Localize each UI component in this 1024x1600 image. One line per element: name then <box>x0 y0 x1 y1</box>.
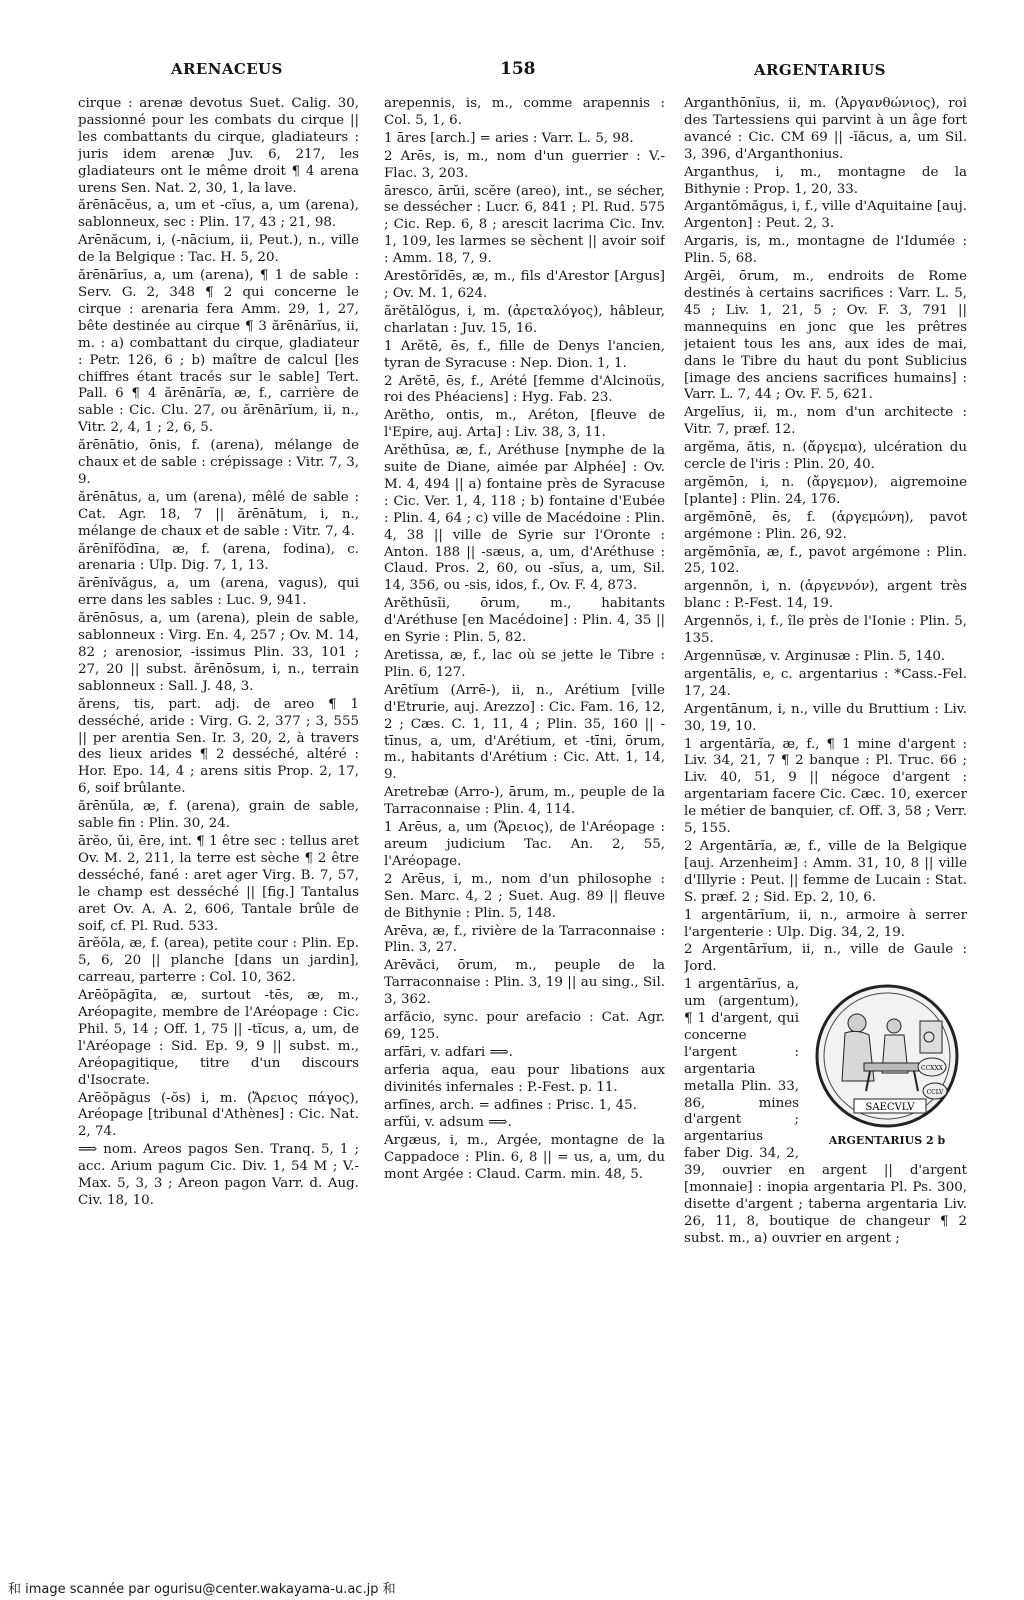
dictionary-entry: Aretissa, æ, f., lac où se jette le Tibre : Plin. 6, 127. <box>384 648 665 680</box>
dictionary-entry: ărĕtālŏgus, i, m. (ἀρεταλόγος), hâbleur, charlatan : Juv. 15, 16. <box>384 303 665 336</box>
dictionary-entry: Arēva, æ, f., rivière de la Tarraconnaise : Plin. 3, 27. <box>384 923 665 956</box>
dictionary-entry: 2 Arēus, i, m., nom d'un philosophe : Sen. Marc. 4, 2 ; Suet. Aug. 89 || fleuve de Bithynie : Plin. 5, 148. <box>384 871 665 921</box>
dictionary-entry: ărēnĭfŏdīna, æ, f. (arena, fodina), c. arenaria : Ulp. Dig. 7, 1, 13. <box>78 541 359 574</box>
dictionary-entry: 1 āres [arch.] = aries : Varr. L. 5, 98. <box>384 130 634 146</box>
dictionary-entry: arfăcio, sync. pour arefacio : Cat. Agr. 69, 125. <box>384 1010 665 1042</box>
dictionary-entry: argĕmōnĭa, æ, f., pavot argémone : Plin. 25, 102. <box>684 544 967 577</box>
figure-caption: ARGENTARIUS 2 b <box>828 1134 946 1148</box>
dictionary-entry: ărēnācĕus, a, um et -cĭus, a, um (arena), sablonneux, sec : Plin. 17, 43 ; 21, 98. <box>78 198 359 231</box>
dictionary-entry: Arganthōnĭus, ii, m. (Ἀργανθώνιος), roi des Tartessiens qui parvint à un âge fort avancé : Cic. CM 69 || -ĭăcus, a, um Sil. 3, 396, d'Arganthonius. <box>684 96 967 162</box>
inscription: SAECVLV <box>865 1102 915 1114</box>
dictionary-entry: Arganthus, i, m., montagne de la Bithynie : Prop. 1, 20, 33. <box>684 164 967 197</box>
illustration-argentarius <box>807 981 967 1150</box>
dictionary-entry: 2 Arĕtē, ēs, f., Arété [femme d'Alcinoüs, roi des Phéaciens] : Hyg. Fab. 23. <box>384 373 665 406</box>
dictionary-entry: argennŏn, i, n. (ἀργεννόν), argent très blanc : P.-Fest. 14, 19. <box>684 579 967 612</box>
page-number: 158 <box>500 59 536 79</box>
dictionary-entry: Arĕthūsa, æ, f., Aréthuse [nymphe de la suite de Diane, aimée par Alphée] : Ov. M. 4, 494 || a) fontaine près de Syracuse : Cic. Ver. 1, 4, 118 ; b) fontaine d'Eubée : Plin. 4, 64 ; c) ville de Macédoine : Plin. 4, 38 || ville de Syrie sur l'Oronte : Anton. 188 || -sæus, a, um, d'Aréthuse : Claud. Pros. 2, 60, ou -sĭus, a, um, Sil. 14, 356, ou -sis, idos, f., Ov. F. 4, 873. <box>384 443 665 594</box>
dictionary-entry: argĕmōnē, ēs, f. (ἀργεμώνη), pavot argémone : Plin. 26, 92. <box>684 509 967 542</box>
dictionary-entry: arepennis, is, m., comme arapennis : Col. 5, 1, 6. <box>384 96 665 128</box>
dictionary-entry: 1 Arēus, a, um (Ἄρειος), de l'Aréopage : areum judicium Tac. An. 2, 55, l'Aréopage. <box>384 820 665 869</box>
dictionary-entry: ⟹ nom. Areos pagos Sen. Tranq. 5, 1 ; acc. Arium pagum Cic. Div. 1, 54 M ; V.-Max. 5, 3, 3 ; Areon pagon Varr. d. Aug. Civ. 18, 10. <box>78 1142 359 1208</box>
dictionary-entry: argĕma, ătis, n. (ἄργεμα), ulcération du cercle de l'iris : Plin. 20, 40. <box>684 440 967 473</box>
dictionary-entry: Argennŏs, i, f., île près de l'Ionie : Plin. 5, 135. <box>684 614 967 647</box>
dictionary-entry: Aretrebæ (Arro-), ārum, m., peuple de la Tarraconnaise : Plin. 4, 114. <box>384 785 665 818</box>
coin-mark-1: CCXXX <box>921 1065 943 1073</box>
scan-credit: 和 image scannée par ogurisu@center.wakayama-u.ac.jp 和 <box>8 1582 396 1597</box>
column-1 <box>78 96 359 1566</box>
dictionary-entry: ărēnātio, ōnis, f. (arena), mélange de chaux et de sable : crépissage : Vitr. 7, 3, 9. <box>78 438 359 487</box>
dictionary-entry: arfāri, v. adfari ⟹. <box>384 1044 513 1060</box>
running-head-left: ARENACEUS <box>171 60 283 78</box>
engraving-image <box>812 981 962 1131</box>
dictionary-entry: Argaris, is, m., montagne de l'Idumée : Plin. 5, 68. <box>684 234 967 267</box>
dictionary-entry: Argantŏmăgus, i, f., ville d'Aquitaine [auj. Argenton] : Peut. 2, 3. <box>684 199 967 232</box>
dictionary-entry: Arĕthūsĭi, ōrum, m., habitants d'Aréthuse [en Macédoine] : Plin. 4, 35 || en Syrie : Plin. 5, 82. <box>384 596 665 646</box>
coin-mark-2: CCLV <box>926 1089 944 1097</box>
dictionary-entry: Argennūsæ, v. Arginusæ : Plin. 5, 140. <box>684 649 946 664</box>
dictionary-entry: Arestŏrĭdēs, æ, m., fils d'Arestor [Argus] ; Ov. M. 1, 624. <box>384 269 665 301</box>
dictionary-entry: Arētĭum (Arrē-), ii, n., Arétium [ville d'Etrurie, auj. Arezzo] : Cic. Fam. 16, 12, 2 ; Cæs. C. 1, 11, 4 ; Plin. 35, 160 || -tīnus, a, um, d'Arétium, et -tīni, ōrum, m., habitants d'Arétium : Cic. Att. 1, 14, 9. <box>384 682 665 783</box>
dictionary-entry: Argæus, i, m., Argée, montagne de la Cappadoce : Plin. 6, 8 || = us, a, um, du mont Argée : Claud. Carm. min. 48, 5. <box>384 1133 665 1183</box>
column-2 <box>384 96 665 1566</box>
dictionary-entry: 1 argentārĭa, æ, f., ¶ 1 mine d'argent : Liv. 34, 21, 7 ¶ 2 banque : Pl. Truc. 66 ; Liv. 40, 51, 9 || négoce d'argent : argentariam facere Cic. Cæc. 10, exercer le métier de banquier, cf. Off. 3, 58 ; Verr. 5, 155. <box>684 736 967 837</box>
dictionary-entry: Arēŏpăgus (-ŏs) i, m. (Ἄρειος πάγος), Aréopage [tribunal d'Athènes] : Cic. Nat. 2, 74. <box>78 1090 359 1140</box>
running-head-right: ARGENTARIUS <box>754 61 886 79</box>
dictionary-entry: arferia aqua, eau pour libations aux divinités infernales : P.-Fest. p. 11. <box>384 1062 665 1095</box>
dictionary-entry: ărēnātus, a, um (arena), mêlé de sable : Cat. Agr. 18, 7 || ărēnātum, i, n., mélange de chaux et de sable : Vitr. 7, 4. <box>78 489 359 539</box>
dictionary-entry: cirque : arenæ devotus Suet. Calig. 30, passionné pour les combats du cirque || les combattants du cirque, gladiateurs : juris idem arenæ Juv. 6, 217, les gladiateurs ont le même droit ¶ 4 arena urens Sen. Nat. 2, 30, 1, la lave. <box>78 96 359 196</box>
dictionary-entry: Argentānum, i, n., ville du Bruttium : Liv. 30, 19, 10. <box>684 701 967 734</box>
dictionary-entry: Arēvăci, ōrum, m., peuple de la Tarraconnaise : Plin. 3, 19 || au sing., Sil. 3, 362. <box>384 958 665 1008</box>
dictionary-entry: ārĕo, ŭi, ēre, int. ¶ 1 être sec : tellus aret Ov. M. 2, 211, la terre est sèche ¶ 2 être desséché, fané : aret ager Virg. B. 7, 57, le champ est desséché || [fig.] Tantalus aret Ov. A. A. 2, 606, Tantale brûle de soif, cf. Pl. Rud. 533. <box>78 833 359 934</box>
column-3 <box>684 96 967 1566</box>
dictionary-entry: ărēnārĭus, a, um (arena), ¶ 1 de sable : Serv. G. 2, 348 ¶ 2 qui concerne le cirque : arenaria fera Amm. 29, 1, 27, bête destinée au cirque ¶ 3 ărēnārĭus, ii, m. : a) combattant du cirque, gladiateur : Petr. 126, 6 ; b) maître de calcul [les chiffres étant tracés sur le sable] Tert. Pall. 6 ¶ 4 ărēnārĭa, æ, f., carrière de sable : Cic. Clu. 27, ou ărēnārĭum, ii, n., Vitr. 2, 4, 1 ; 2, 6, 5. <box>78 268 359 436</box>
dictionary-entry: argentālis, e, c. argentarius : *Cass.-Fel. 17, 24. <box>684 666 967 699</box>
dictionary-entry: ărens, tis, part. adj. de areo ¶ 1 desséché, aride : Virg. G. 2, 377 ; 3, 555 || per arentia Sen. Ir. 3, 20, 2, à travers des lieux arides ¶ 2 desséché, altéré : Hor. Epo. 14, 4 ; arens sitis Prop. 2, 17, 6, soif brûlante. <box>78 696 359 797</box>
dictionary-entry: 1 Arĕtē, ēs, f., fille de Denys l'ancien, tyran de Syracuse : Nep. Dion. 1, 1. <box>384 338 665 371</box>
dictionary-entry: Arĕtho, ontis, m., Aréton, [fleuve de l'Epire, auj. Arta] : Liv. 38, 3, 11. <box>384 408 665 441</box>
dictionary-entry: 2 Arēs, is, m., nom d'un guerrier : V.-Flac. 3, 203. <box>384 148 665 181</box>
dictionary-entry: Argelĭus, ii, m., nom d'un architecte : Vitr. 7, præf. 12. <box>684 405 967 438</box>
dictionary-entry: Argēi, ōrum, m., endroits de Rome destinés à certains sacrifices : Varr. L. 5, 45 ; Liv. 1, 21, 5 ; Ov. F. 3, 791 || mannequins en jonc que les prêtres jetaient tous les ans, aux ides de mai, dans le Tibre du haut du pont Sublicius [image des anciens sacrifices humains] : Varr. L. 7, 44 ; Ov. F. 5, 621. <box>684 269 967 403</box>
dictionary-entry: āresco, ārŭi, scĕre (areo), int., se sécher, se dessécher : Lucr. 6, 841 ; Pl. Rud. 575 ; Cic. Rep. 6, 8 ; arescit lacrima Cic. Inv. 1, 109, les larmes se sèchent || avoir soif : Amm. 18, 7, 9. <box>384 183 665 267</box>
dictionary-entry: 1 argentārĭus, a, um (argentum), ¶ 1 d'argent, qui concerne l'argent : argentaria metalla Plin. 33, 86, mines d'argent ; argentarius faber Dig. 34, 2, 39, ouvrier en argent || d'argent [monnaie] : inopia argentaria Pl. Ps. 300, disette d'argent ; taberna argentaria Liv. 26, 11, 8, boutique de changeur ¶ 2 subst. m., a) ouvrier en argent ; <box>684 977 967 1246</box>
page-header <box>0 60 1024 90</box>
dictionary-entry: argĕmōn, i, n. (ἄργεμον), aigremoine [plante] : Plin. 24, 176. <box>684 474 967 507</box>
dictionary-entry: ărēnōsus, a, um (arena), plein de sable, sablonneux : Virg. En. 4, 257 ; Ov. M. 14, 82 ; arenosior, -issimus Plin. 33, 101 ; 27, 20 || subst. ărēnōsum, i, n., terrain sablonneux : Sall. J. 48, 3. <box>78 611 359 694</box>
dictionary-entry: Arēnăcum, i, (-nācium, ii, Peut.), n., ville de la Belgique : Tac. H. 5, 20. <box>78 233 359 266</box>
dictionary-entry: Arēŏpăgīta, æ, surtout -tēs, æ, m., Aréopagite, membre de l'Aréopage : Cic. Phil. 5, 14 ; Off. 1, 75 || -tĭcus, a, um, de l'Aréopage : Sid. Ep. 9, 9 || subst. m., Aréopagitique, titre d'un discours d'Isocrate. <box>78 988 359 1088</box>
dictionary-entry: ărēnĭvăgus, a, um (arena, vagus), qui erre dans les sables : Luc. 9, 941. <box>78 576 359 609</box>
dictionary-entry: arfĭnes, arch. = adfines : Prisc. 1, 45. <box>384 1097 637 1113</box>
dictionary-entry: 1 argentārĭum, ii, n., armoire à serrer l'argenterie : Ulp. Dig. 34, 2, 19. <box>684 907 967 940</box>
dictionary-entry: ārĕŏla, æ, f. (area), petite cour : Plin. Ep. 5, 6, 20 || planche [dans un jardin], carreau, parterre : Col. 10, 362. <box>78 936 359 986</box>
dictionary-entry: arfŭi, v. adsum ⟹. <box>384 1115 512 1131</box>
dictionary-entry: 2 Argentārĭa, æ, f., ville de la Belgique [auj. Arzenheim] : Amm. 31, 10, 8 || ville d'Illyrie : Peut. || femme de Lucain : Stat. S. præf. 2 ; Sid. Ep. 2, 10, 6. <box>684 838 967 905</box>
dictionary-entry: 2 Argentārĭum, ii, n., ville de Gaule : Jord. <box>684 942 967 975</box>
dictionary-entry: ărēnŭla, æ, f. (arena), grain de sable, sable fin : Plin. 30, 24. <box>78 799 359 832</box>
